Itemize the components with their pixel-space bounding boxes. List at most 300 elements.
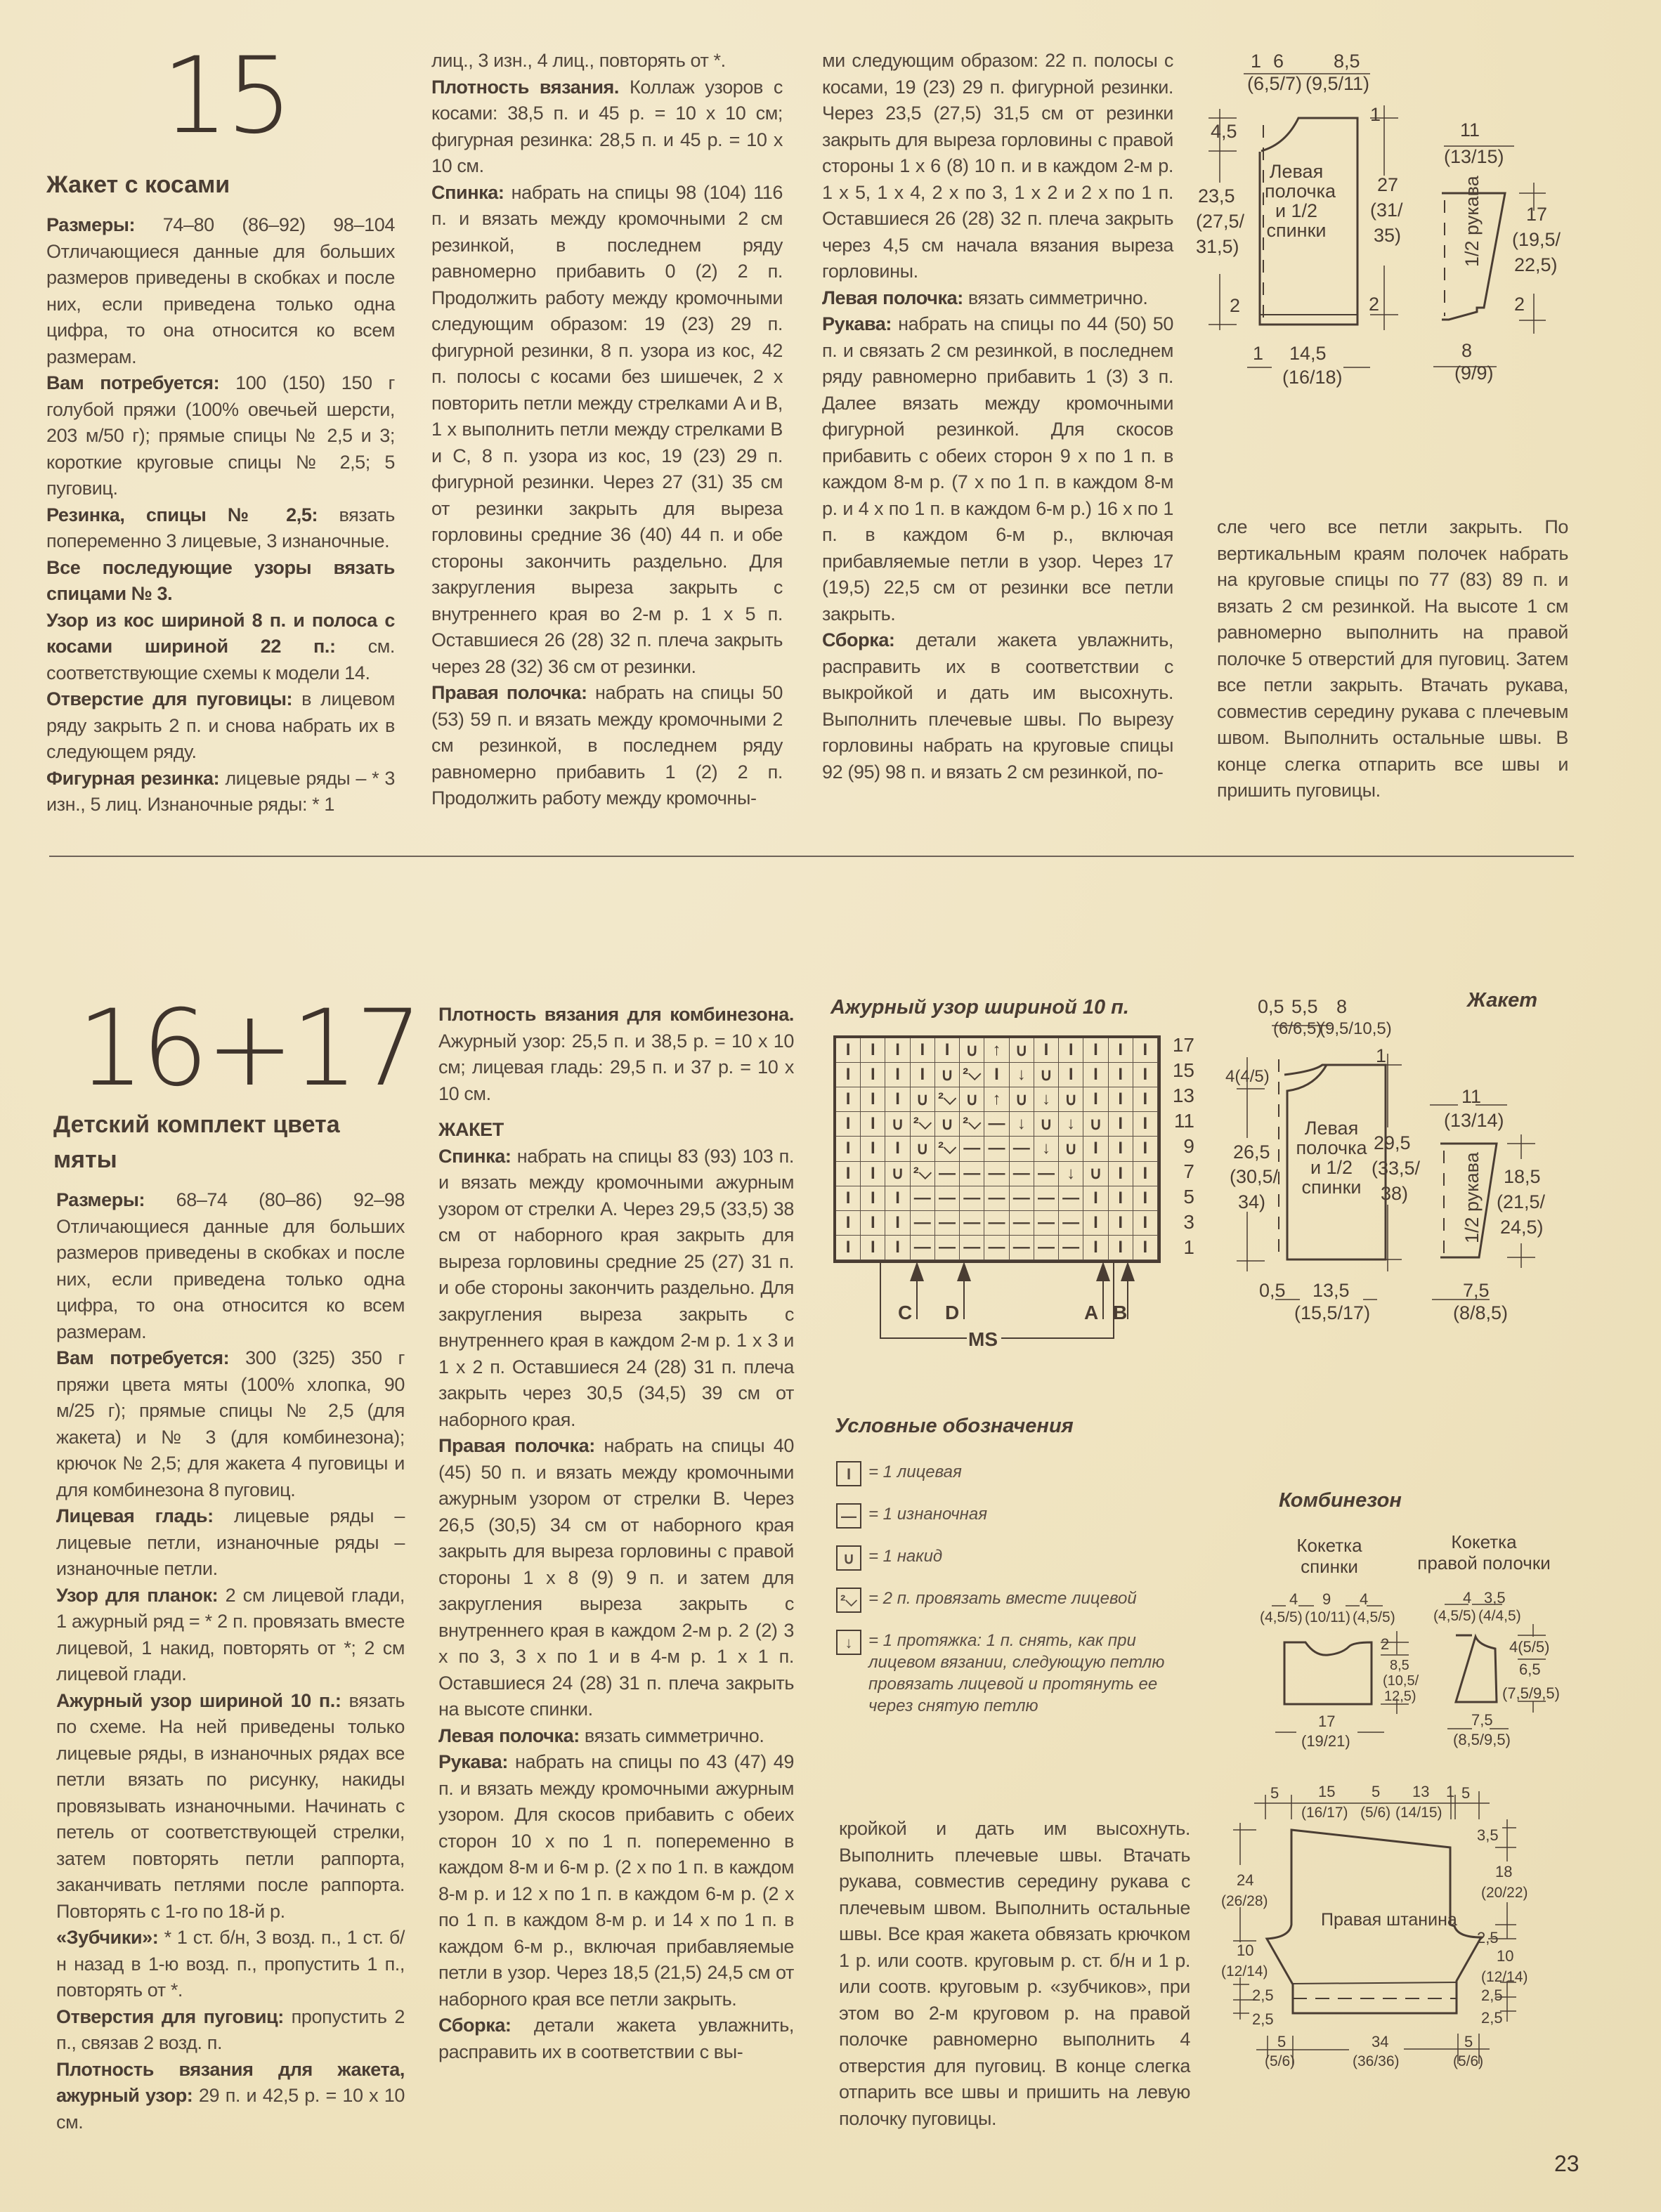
chart-cell: I <box>1109 1112 1133 1137</box>
chart-cell: I <box>1034 1038 1059 1063</box>
dim-15-sleeve-top: 11 <box>1460 119 1480 140</box>
chart-row-number: 5 <box>1183 1186 1194 1208</box>
jumpsuit-leg-diagram <box>1223 1770 1644 2212</box>
chart-cell: — <box>960 1211 984 1236</box>
paragraph-text: Ажурный узор: 25,5 п. и 38,5 р. = 10 х 10 см; лицевая гладь: 29,5 п. и 37 р. = 10 х 10 см. <box>438 1030 794 1104</box>
paragraph <box>56 2057 405 2136</box>
chart-cell: I <box>1133 1162 1158 1186</box>
paragraph-lead: ЖАКЕТ <box>438 1119 504 1140</box>
sleeve-label-15: 1/2 рукава <box>1461 176 1483 267</box>
paragraph-text: ми следующим образом: 22 п. полосы с косами, 19 (23) 29 п. фигурной резинки. Через 23,5 (27,5) 31,5 см от резинки закрыть для выреза горловины с правой стороны 1 х 6 (8) 10 п. и в каждом 2-м р. 1 х 5, 1 х 4, 2 х по 3, 1 х 2 и 2 х по 1 п. Оставшиеся 26 (28) 32 п. плеча закрыть через 4,5 см начала вязания выреза горловины. <box>822 50 1173 282</box>
paragraph-lead: Фигурная резинка: <box>46 767 220 789</box>
dim-yb-bottom-2: (19/21) <box>1301 1732 1350 1750</box>
paragraph <box>438 1749 794 2013</box>
dim-15-top-3: 8,5 <box>1334 51 1360 72</box>
dim-leg-top-7: (16/17) <box>1301 1805 1348 1821</box>
chart-cell: I <box>1133 1211 1158 1236</box>
chart-row-number: 15 <box>1172 1059 1194 1081</box>
dim-j-sleeve-top-alt: (13/14) <box>1444 1110 1504 1131</box>
dim-j-top-5: (9,5/10,5) <box>1320 1019 1392 1038</box>
chart-cell: ²⌵ <box>960 1063 984 1087</box>
paragraph <box>46 212 395 370</box>
legend-text: = 1 протяжка: 1 п. снять, как при лицевом вязании, следующую петлю провязать лицевой и протянуть ее через снятую петлю <box>868 1631 1165 1715</box>
dim-15-bottom-1: 1 <box>1253 343 1264 364</box>
dim-leg-top-2: 15 <box>1318 1783 1336 1800</box>
paragraph-lead: Лицевая гладь: <box>56 1505 214 1526</box>
chart-cell: — <box>1010 1211 1034 1236</box>
dim-yf-right-1: 4(5/5) <box>1509 1638 1550 1656</box>
paragraph-text: пропустить 2 п., связав 2 возд. п. <box>56 2005 405 2053</box>
paragraph <box>46 555 395 608</box>
paragraph-text: вязать симметрично. <box>963 287 1148 308</box>
chart-cell: ∪ <box>885 1112 910 1137</box>
paragraph <box>56 1688 405 1925</box>
chart-arrows <box>815 1257 1209 1349</box>
chart-row-number: 9 <box>1183 1135 1194 1157</box>
legend-symbol-icon: ∪ <box>836 1545 861 1571</box>
chart-cell: I <box>861 1186 885 1211</box>
chart-cell: — <box>1034 1186 1059 1211</box>
paragraph <box>46 608 395 687</box>
dim-yf-top-4: (4/4,5) <box>1478 1608 1521 1624</box>
chart-cell: I <box>1133 1063 1158 1087</box>
paragraph-text: вязать симметрично. <box>579 1725 764 1746</box>
dim-j-bottom-1: 0,5 <box>1259 1280 1286 1301</box>
chart-cell: — <box>1059 1186 1083 1211</box>
chart-cell: I <box>885 1186 910 1211</box>
paragraph-lead: «Зубчики»: <box>56 1927 159 1948</box>
paragraph-text: вязать по схеме. На ней приведены только лицевые ряды, в изнаночных рядах все петли вязать по рисунку, накиды провязывать изнаночными. Начинать с петель от соответствующей стрелки, затем повторять петли раппорта, заканчивать петлями после раппорта. Повторять с 1-го по 18-й р. <box>56 1689 405 1922</box>
chart-cell: ↓ <box>1059 1112 1083 1137</box>
chart-cell: ↓ <box>1010 1063 1034 1087</box>
chart-cell: I <box>861 1236 885 1260</box>
model15-col4 <box>1217 514 1568 804</box>
chart-cell: — <box>984 1112 1009 1137</box>
dim-leg-right-6: (12/14) <box>1481 1969 1528 1985</box>
dim-j-right-1: 1 <box>1376 1045 1387 1066</box>
paragraph-text: 74–80 (86–92) 98–104 Отличающиеся данные для больших размеров приведены в скобках и после них, если приведена только одна цифра, то она относится ко всем размерам. <box>46 214 395 367</box>
dim-15-sleeve-right-3: 22,5) <box>1514 254 1558 275</box>
dim-leg-bottom-1: 5 <box>1277 2033 1287 2050</box>
paragraph-lead: Вам потребуется: <box>46 372 220 393</box>
chart-cell: ²⌵ <box>960 1112 984 1137</box>
chart-cell: I <box>1083 1038 1108 1063</box>
chart-cell: I <box>1133 1186 1158 1211</box>
paragraph-lead: Левая полочка: <box>438 1725 580 1746</box>
dim-15-left-2: 23,5 <box>1198 185 1235 207</box>
chart-cell: I <box>836 1186 861 1211</box>
chart-cell: ∪ <box>960 1087 984 1112</box>
chart-cell: I <box>911 1063 935 1087</box>
chart-cell: — <box>960 1162 984 1186</box>
chart-row-number: 7 <box>1183 1160 1194 1182</box>
paragraph-lead: Спинка: <box>431 181 504 203</box>
chart-cell: ∪ <box>1010 1038 1034 1063</box>
chart-cell: I <box>1083 1186 1108 1211</box>
paragraph-text: детали жакета увлажнить, расправить их в соответствии с выкройкой и дать им высохнуть. Выполнить плечевые швы. По вырезу горловины набрать на круговые спицы 92 (95) 98 п. и вязать 2 см резинкой, по- <box>822 629 1173 783</box>
dim-yf-bottom-2: (8,5/9,5) <box>1453 1731 1511 1748</box>
legend-symbol-icon: ²⌵ <box>836 1588 861 1613</box>
chart-title: Ажурный узор шириной 10 п. <box>830 996 1129 1019</box>
paragraph-text: набрать на спицы 40 (45) 50 п. и вязать между кромочными ажурным узором от стрелки B. Через 26,5 (30,5) 34 см от наборного края закрыть для выреза горловины с правой стороны 1 х 8 (9) 9 п. и затем для закругления выреза закрыть с внутреннего края в каждом 2-м р. 2 (2) 3 х по 3, 3 х по 1 и в 4-м р. 1 х 1 п. Оставшиеся 24 (28) 31 п. плеча закрыть на высоте спинки. <box>438 1435 794 1720</box>
chart-cell: I <box>836 1211 861 1236</box>
chart-row-number: 13 <box>1172 1085 1194 1106</box>
chart-cell: I <box>1133 1112 1158 1137</box>
chart-cell: — <box>1034 1211 1059 1236</box>
dim-j-top-4: (6/6,5) <box>1273 1019 1322 1038</box>
chart-cell: I <box>836 1236 861 1260</box>
chart-cell: I <box>861 1038 885 1063</box>
chart-cell: ∪ <box>911 1087 935 1112</box>
chart-cell: I <box>885 1087 910 1112</box>
chart-cell: ↓ <box>1010 1112 1034 1137</box>
dim-15-right-5: 2 <box>1369 294 1380 315</box>
chart-cell: ²⌵ <box>911 1112 935 1137</box>
paragraph-lead: Правая полочка: <box>438 1435 595 1456</box>
dim-15-right-1: 1 <box>1370 104 1381 125</box>
dim-15-left-1: 4,5 <box>1211 121 1237 142</box>
front-label-jacket: Левая полочка и 1/2 спинки <box>1296 1118 1367 1198</box>
chart-cell: — <box>935 1236 960 1260</box>
chart-cell: I <box>1083 1211 1108 1236</box>
chart-cell: — <box>960 1236 984 1260</box>
dim-j-top-1: 0,5 <box>1258 996 1284 1017</box>
dim-15-sleeve-right-1: 17 <box>1526 204 1548 225</box>
chart-cell: ∪ <box>1034 1063 1059 1087</box>
dim-j-right-4: 38) <box>1381 1183 1409 1204</box>
chart-cell: ²⌵ <box>935 1137 960 1161</box>
chart-cell: I <box>885 1236 910 1260</box>
dim-15-left-4: 31,5) <box>1196 236 1239 257</box>
dim-j-sleeve-bottom: 7,5 <box>1463 1280 1490 1301</box>
dim-15-right-3: (31/ <box>1370 199 1403 221</box>
paragraph-lead: Ажурный узор шириной 10 п.: <box>56 1689 341 1711</box>
paragraph <box>56 1345 405 1503</box>
dim-yb-right-1: 2 <box>1381 1635 1390 1653</box>
chart-cell: I <box>836 1063 861 1087</box>
paragraph <box>822 311 1173 627</box>
paragraph-text: см. соответствующие схемы к модели 14. <box>46 636 396 683</box>
legend-item <box>836 1588 1137 1613</box>
chart-cell: I <box>885 1038 910 1063</box>
chart-cell: I <box>885 1063 910 1087</box>
dim-yf-top-1: 4 <box>1463 1589 1472 1606</box>
chart-cell: — <box>1059 1236 1083 1260</box>
dim-j-sleeve-bottom-alt: (8/8,5) <box>1453 1302 1509 1323</box>
paragraph-lead: Плотность вязания для комбинезона. <box>438 1004 794 1025</box>
paragraph <box>822 285 1173 312</box>
paragraph-lead: Размеры: <box>46 214 136 235</box>
dim-j-left-2: 26,5 <box>1233 1141 1270 1163</box>
dim-15-sleeve-bottom-alt: (9/9) <box>1454 362 1494 384</box>
chart-cell: I <box>911 1038 935 1063</box>
model-title-16-17: Детский комплект цвета мяты <box>53 1111 340 1173</box>
dim-leg-top-6: 5 <box>1461 1784 1471 1802</box>
dim-leg-bottom-3: 5 <box>1464 2033 1473 2050</box>
paragraph-text: Коллаж узоров с косами: 38,5 п. и 45 р. = 10 х 10 см; фигурная резинка: 28,5 п. и 45 р. = 10 х 10 см. <box>431 76 783 176</box>
section-divider <box>49 856 1574 857</box>
dim-15-right-2: 27 <box>1377 174 1399 195</box>
arrow-label-d: D <box>945 1302 960 1323</box>
paragraph-lead: Правая полочка: <box>431 682 587 703</box>
paragraph-text: набрать на спицы по 44 (50) 50 п. и связать 2 см резинкой, в последнем ряду равномерно прибавить 1 (3) 3 п. Далее вязать между кромочными фигурной резинкой. Для скосов прибавить с обеих сторон 9 х по 1 п. в каждом 8-м р. (7 х по 1 п. в каждом 8-м р. и 4 х по 1 п. в каждом 6-м р.) 16 х по 1 п. в каждом 6-м р., включая прибавляемые петли в узор. Через 17 (19,5) 22,5 см от резинки все петли закрыть. <box>822 313 1173 624</box>
chart-cell: — <box>911 1211 935 1236</box>
dim-j-bottom-2: 13,5 <box>1312 1280 1350 1301</box>
dim-j-sleeve-right-2: (21,5/ <box>1497 1191 1546 1212</box>
dim-leg-bottom-4: (5/6) <box>1265 2053 1296 2069</box>
chart-row-number: 11 <box>1173 1110 1194 1132</box>
paragraph <box>46 370 395 502</box>
dim-15-right-4: 35) <box>1374 225 1402 246</box>
dim-leg-right-5: 10 <box>1497 1947 1514 1965</box>
dim-leg-top-5: 1 <box>1446 1783 1455 1800</box>
paragraph-lead: Резинка, спицы № 2,5: <box>46 504 318 525</box>
paragraph-text: в лицевом ряду закрыть 2 п. и снова набрать их в следующем ряду. <box>46 688 395 762</box>
legend-title: Условные обозначения <box>835 1415 1074 1437</box>
dim-j-left-4: 34) <box>1238 1191 1266 1212</box>
chart-cell: ↑ <box>984 1087 1009 1112</box>
paragraph <box>438 1002 794 1107</box>
paragraph-text: 100 (150) 150 г голубой пряжи (100% овечьей шерсти, 203 м/50 г); прямые спицы № 2,5 и 3; короткие круговые спицы № 2,5; 5 пуговиц. <box>46 372 395 499</box>
dim-yb-right-4: 12,5) <box>1384 1689 1416 1704</box>
chart-cell: I <box>1109 1137 1133 1161</box>
paragraph <box>438 1433 794 1723</box>
dim-j-right-2: 29,5 <box>1374 1132 1411 1153</box>
chart-cell: ∪ <box>960 1038 984 1063</box>
chart-cell: — <box>935 1162 960 1186</box>
dim-leg-bottom-6: (5/6) <box>1453 2053 1484 2069</box>
dim-yf-top-3: (4,5/5) <box>1433 1608 1476 1624</box>
model-title-15: Жакет с косами <box>46 171 230 198</box>
chart-cell: ²⌵ <box>911 1162 935 1186</box>
paragraph-text: 68–74 (80–86) 92–98 Отличающиеся данные для больших размеров приведены в скобках и после них, если приведена только одна цифра, то она относится ко всем размерам. <box>56 1189 405 1342</box>
paragraph-text: набрать на спицы по 43 (47) 49 п. и вязать между кромочными ажурным узором. Для скосов прибавить с обеих сторон 10 х по 1 п. попеременно в каждом 8-м и 6-м р. (2 х по 1 п. в каждом 8-м р. и 12 х по 1 п. в каждом 6-м р. (2 х по 1 п. в каждом 8-м р. и 14 х по 1 п. в каждом 6-м р., включая прибавляемые петли в узор. Через 18,5 (21,5) 24,5 см от наборного края все петли закрыть. <box>438 1751 794 2010</box>
paragraph-lead: Отверстие для пуговицы: <box>46 688 293 709</box>
chart-cell: I <box>1109 1186 1133 1211</box>
chart-cell: ∪ <box>1083 1162 1108 1186</box>
dim-yb-top-2: 9 <box>1322 1590 1331 1608</box>
paragraph-lead: Размеры: <box>56 1189 145 1210</box>
model15-col1 <box>46 212 395 818</box>
paragraph <box>56 1583 405 1688</box>
dim-yb-right-2: 8,5 <box>1390 1658 1409 1673</box>
dim-leg-right-2: 18 <box>1495 1863 1513 1880</box>
legend-symbol-icon: ↓ <box>836 1630 861 1655</box>
paragraph-lead: Узор для планок: <box>56 1584 219 1606</box>
paragraph-lead: Отверстия для пуговиц: <box>56 2005 284 2027</box>
paragraph-text: набрать на спицы 98 (104) 116 п. и вязать между кромочными 2 см резинкой, в последнем ряду равномерно прибавить 0 (2) 2 п. Продолжить работу между кромочными следующим образом: 19 (23) 29 п. фигурной резинки, 8 п. узора из кос, 42 п. полосы с косами без шишечек, 2 х повторить петли между стрелками A и B, 1 х выполнить петли между стрелками B и C, 8 п. узора из кос, 19 (23) 29 п. фигурной резинки. Через 27 (31) 35 см от резинки закрыть для выреза горловины средние 36 (40) 44 п. и обе стороны закончить раздельно. Для закругления выреза закрыть с внутреннего края во 2-м р. 1 х 5 п. Оставшиеся 26 (28) 32 п. плеча закрыть через 28 (32) 36 см от резинки. <box>431 181 783 677</box>
dim-leg-top-1: 5 <box>1270 1784 1279 1802</box>
paragraph-lead: Плотность вязания. <box>431 76 619 98</box>
legend-text: = 2 п. провязать вместе лицевой <box>868 1589 1137 1608</box>
dim-15-top-2: 6 <box>1273 51 1284 72</box>
chart-cell: I <box>1133 1038 1158 1063</box>
chart-row-number: 17 <box>1172 1034 1194 1056</box>
chart-cell: — <box>911 1236 935 1260</box>
arrow-label-b: B <box>1113 1302 1128 1323</box>
chart-cell: — <box>1010 1186 1034 1211</box>
chart-cell: I <box>984 1063 1009 1087</box>
paragraph-text: вязать попеременно 3 лицевые, 3 изнаночные. <box>46 504 395 551</box>
chart-cell: ∪ <box>1059 1137 1083 1161</box>
chart-cell: I <box>1109 1236 1133 1260</box>
chart-cell: I <box>1059 1038 1083 1063</box>
dim-15-top-4: (6,5/7) <box>1247 73 1303 94</box>
model-number-16-17: 16+17 <box>77 988 420 1110</box>
dim-15-bottom-2: 14,5 <box>1289 343 1327 364</box>
dim-leg-top-8: (5/6) <box>1360 1805 1391 1821</box>
chart-cell: I <box>1109 1063 1133 1087</box>
chart-cell: — <box>935 1211 960 1236</box>
dim-leg-right-8: 2,5 <box>1481 2009 1503 2027</box>
chart-cell: ∪ <box>911 1137 935 1161</box>
section-heading <box>438 1117 794 1144</box>
dim-yf-right-3: (7,5/9,5) <box>1502 1684 1560 1702</box>
paragraph <box>431 74 783 180</box>
chart-cell: — <box>984 1186 1009 1211</box>
paragraph <box>822 627 1173 785</box>
dim-15-sleeve-right-4: 2 <box>1514 294 1525 315</box>
legend-item <box>836 1630 1173 1717</box>
paragraph <box>438 1723 794 1750</box>
paragraph <box>839 1816 1190 2132</box>
paragraph <box>56 2004 405 2057</box>
dim-15-sleeve-top-alt: (13/15) <box>1444 146 1504 167</box>
chart-row-numbers <box>1166 1033 1194 1260</box>
legend-symbol-icon: I <box>836 1461 861 1486</box>
dim-15-left-3: (27,5/ <box>1196 211 1245 232</box>
paragraph <box>1217 514 1568 804</box>
paragraph-lead: Рукава: <box>822 313 892 334</box>
paragraph-lead: Плотность вязания для жакета, ажурный узор: <box>56 2058 405 2106</box>
chart-cell: I <box>885 1211 910 1236</box>
chart-cell: ↑ <box>984 1038 1009 1063</box>
sleeve-label-jacket: 1/2 рукава <box>1461 1152 1483 1243</box>
chart-cell: — <box>1034 1236 1059 1260</box>
dim-leg-left-1: 24 <box>1237 1871 1254 1889</box>
paragraph-lead: Сборка: <box>822 629 895 650</box>
paragraph-lead: Рукава: <box>438 1751 509 1772</box>
paragraph <box>46 686 395 766</box>
chart-cell: ↓ <box>1059 1162 1083 1186</box>
dim-15-top-1: 1 <box>1251 51 1262 72</box>
chart-cell: I <box>861 1087 885 1112</box>
model15-pattern-diagram <box>1194 42 1616 393</box>
dim-leg-top-3: 5 <box>1372 1783 1381 1800</box>
chart-cell: I <box>836 1162 861 1186</box>
chart-cell: I <box>861 1162 885 1186</box>
chart-cell: — <box>911 1186 935 1211</box>
dim-leg-bottom-5: (36/36) <box>1353 2053 1400 2069</box>
paragraph-text: лицевые ряды – лицевые петли, изнаночные ряды – изнаночные петли. <box>56 1505 405 1579</box>
dim-yf-right-2: 6,5 <box>1519 1661 1541 1678</box>
dim-j-left-1: 4(4/5) <box>1225 1067 1270 1086</box>
chart-cell: I <box>861 1112 885 1137</box>
dim-j-sleeve-top: 11 <box>1461 1086 1482 1107</box>
chart-cell: I <box>836 1038 861 1063</box>
paragraph <box>438 2013 794 2065</box>
chart-cell: I <box>1083 1087 1108 1112</box>
chart-cell: ∪ <box>1059 1087 1083 1112</box>
paragraph-text: 29 п. и 42,5 р. = 10 х 10 см. <box>56 2085 405 2133</box>
chart-cell: — <box>1010 1162 1034 1186</box>
legend-item <box>836 1545 942 1571</box>
chart-cell: ∪ <box>1083 1112 1108 1137</box>
paragraph <box>46 502 395 555</box>
paragraph-text: сле чего все петли закрыть. По вертикальным краям полочек набрать на круговые спицы по 77 (83) 89 п. и вязать 2 см резинкой. На высоте 1 см равномерно выполнить на правой полочке 5 отверстий для пуговиц. Затем все петли закрыть. Втачать рукава, совместив середину рукава с плечевым швом. Выполнить остальные швы. В конце слегка отпарить все швы и пришить пуговицы. <box>1217 516 1568 801</box>
arrow-label-c: C <box>898 1302 913 1323</box>
dim-15-left-5: 2 <box>1230 295 1241 316</box>
chart-cell: I <box>1109 1211 1133 1236</box>
paragraph <box>46 766 395 818</box>
leg-label: Правая штанина <box>1321 1910 1457 1930</box>
paragraph <box>56 1925 405 2004</box>
paragraph-text: 300 (325) 350 г пряжи цвета мяты (100% хлопка, 90 м/25 г); прямые спицы № 2,5 (для жакета) и № 3 (для комбинезона); крючок № 2,5; для жакета 4 пуговицы и для комбинезона 8 пуговиц. <box>56 1347 405 1500</box>
chart-cell: ²⌵ <box>935 1087 960 1112</box>
chart-cell: I <box>1109 1087 1133 1112</box>
dim-j-bottom-3: (15,5/17) <box>1294 1302 1371 1323</box>
paragraph-lead: Вам потребуется: <box>56 1347 230 1368</box>
chart-cell: ∪ <box>1034 1112 1059 1137</box>
chart-cell: — <box>984 1137 1009 1161</box>
paragraph <box>438 1144 794 1434</box>
chart-cell: ∪ <box>885 1162 910 1186</box>
stitch-chart-grid <box>833 1035 1161 1263</box>
model1617-col2 <box>438 1002 794 2065</box>
dim-j-top-2: 5,5 <box>1291 996 1318 1017</box>
chart-cell: I <box>861 1211 885 1236</box>
dim-leg-right-1: 3,5 <box>1477 1826 1499 1844</box>
chart-cell: — <box>984 1211 1009 1236</box>
paragraph <box>822 48 1173 285</box>
dim-j-left-3: (30,5/ <box>1230 1166 1279 1187</box>
chart-cell: I <box>836 1087 861 1112</box>
chart-cell: — <box>1059 1211 1083 1236</box>
chart-cell: — <box>960 1137 984 1161</box>
dim-leg-top-9: (14/15) <box>1395 1805 1442 1821</box>
model15-col3 <box>822 48 1173 785</box>
legend-text: = 1 лицевая <box>868 1462 962 1481</box>
dim-leg-right-4: 2,5 <box>1477 1929 1499 1946</box>
dim-yf-bottom-1: 7,5 <box>1471 1711 1493 1729</box>
paragraph <box>56 1503 405 1583</box>
dim-leg-left-3: 10 <box>1237 1942 1254 1959</box>
arrow-label-a: A <box>1084 1302 1099 1323</box>
chart-cell: ∪ <box>1010 1087 1034 1112</box>
chart-cell: I <box>885 1137 910 1161</box>
dim-15-bottom-3: (16/18) <box>1282 367 1343 388</box>
dim-15-sleeve-right-2: (19,5/ <box>1512 229 1561 250</box>
paragraph-lead: Все последующие узоры вязать спицами № 3. <box>46 556 395 604</box>
chart-cell: I <box>1133 1087 1158 1112</box>
dim-yb-bottom-1: 17 <box>1318 1713 1336 1730</box>
yoke-front-label: Кокетка правой полочки <box>1417 1531 1551 1573</box>
chart-row-number: 1 <box>1183 1236 1194 1258</box>
chart-cell: — <box>960 1186 984 1211</box>
chart-row-number: 3 <box>1183 1211 1194 1233</box>
paragraph-text: лицевые ряды – * 3 изн., 5 лиц. Изнаночные ряды: * 1 <box>46 767 395 815</box>
repeat-label-ms: MS <box>968 1328 998 1350</box>
chart-cell: — <box>1010 1137 1034 1161</box>
dim-j-top-3: 8 <box>1336 996 1348 1017</box>
paragraph-lead: Спинка: <box>438 1145 512 1167</box>
chart-cell: — <box>935 1186 960 1211</box>
chart-cell: ∪ <box>935 1063 960 1087</box>
dim-yf-top-2: 3,5 <box>1484 1589 1506 1606</box>
chart-cell: — <box>1010 1236 1034 1260</box>
legend-symbol-icon: — <box>836 1503 861 1529</box>
model1617-col3 <box>839 1816 1190 2132</box>
